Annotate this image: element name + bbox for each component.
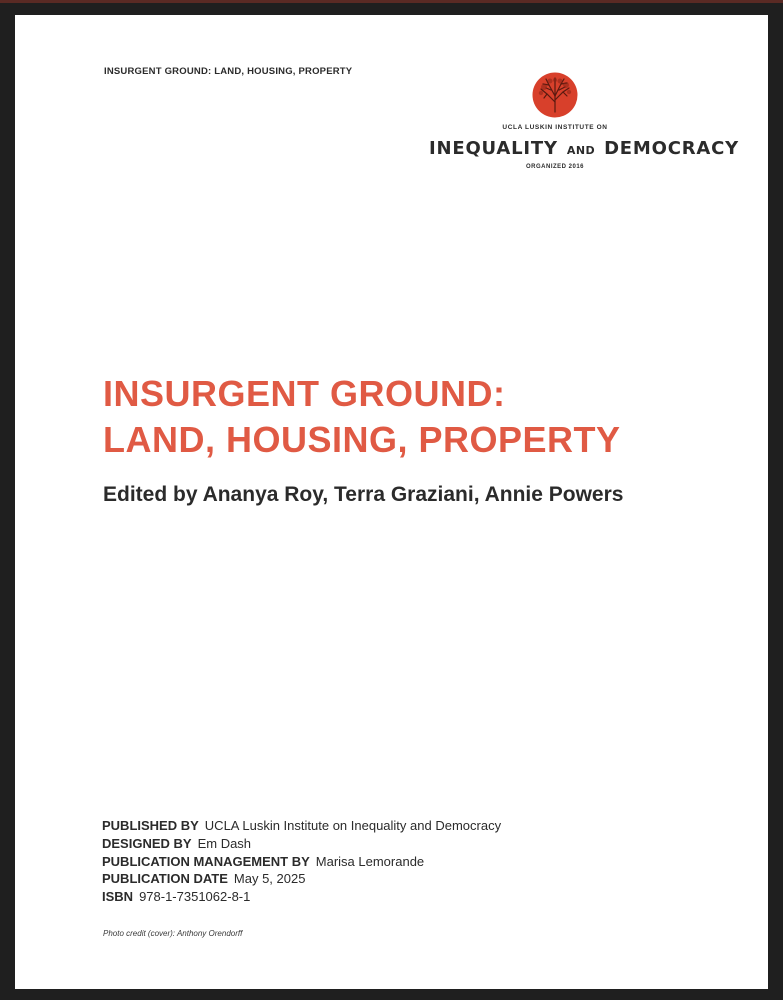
credit-value: 978-1-7351062-8-1 — [139, 889, 251, 905]
running-head: INSURGENT GROUND: LAND, HOUSING, PROPERTY — [104, 66, 353, 77]
top-border — [0, 0, 783, 3]
logo-line-institute: UCLA LUSKIN INSTITUTE ON — [502, 124, 608, 131]
credit-value: Marisa Lemorande — [315, 853, 425, 869]
credit-row-date — [102, 870, 501, 888]
book-title — [103, 371, 621, 463]
credit-row-published — [102, 817, 501, 835]
photo-credit: Photo credit (cover): Anthony Orendorff — [103, 929, 243, 938]
credit-value: May 5, 2025 — [233, 871, 306, 887]
logo-word-and: AND — [566, 144, 595, 157]
credit-value: Em Dash — [197, 835, 252, 851]
institute-logo — [429, 72, 739, 176]
logo-word-democracy: DEMOCRACY — [604, 138, 739, 159]
title-line-2: LAND, HOUSING, PROPERTY — [103, 419, 621, 460]
credit-row-designed — [102, 835, 501, 853]
credit-row-management — [102, 853, 501, 871]
credit-label: DESIGNED BY — [102, 835, 192, 851]
document-page — [15, 15, 768, 989]
editors-line: Edited by Ananya Roy, Terra Graziani, Annie Powers — [103, 483, 624, 506]
title-line-1: INSURGENT GROUND: — [103, 373, 506, 414]
credit-label: PUBLISHED BY — [102, 818, 199, 833]
logo-line-name — [429, 138, 739, 159]
credit-value: UCLA Luskin Institute on Inequality and Democracy — [204, 818, 502, 833]
logo-word-inequality: INEQUALITY — [429, 138, 558, 159]
credit-label: PUBLICATION MANAGEMENT BY — [102, 853, 310, 869]
credit-label: PUBLICATION DATE — [102, 871, 228, 887]
logo-line-organized: ORGANIZED 2016 — [525, 164, 584, 170]
publication-credits — [102, 817, 501, 906]
credit-label: ISBN — [102, 889, 134, 905]
credit-row-isbn — [102, 888, 501, 906]
tree-icon — [532, 72, 578, 118]
